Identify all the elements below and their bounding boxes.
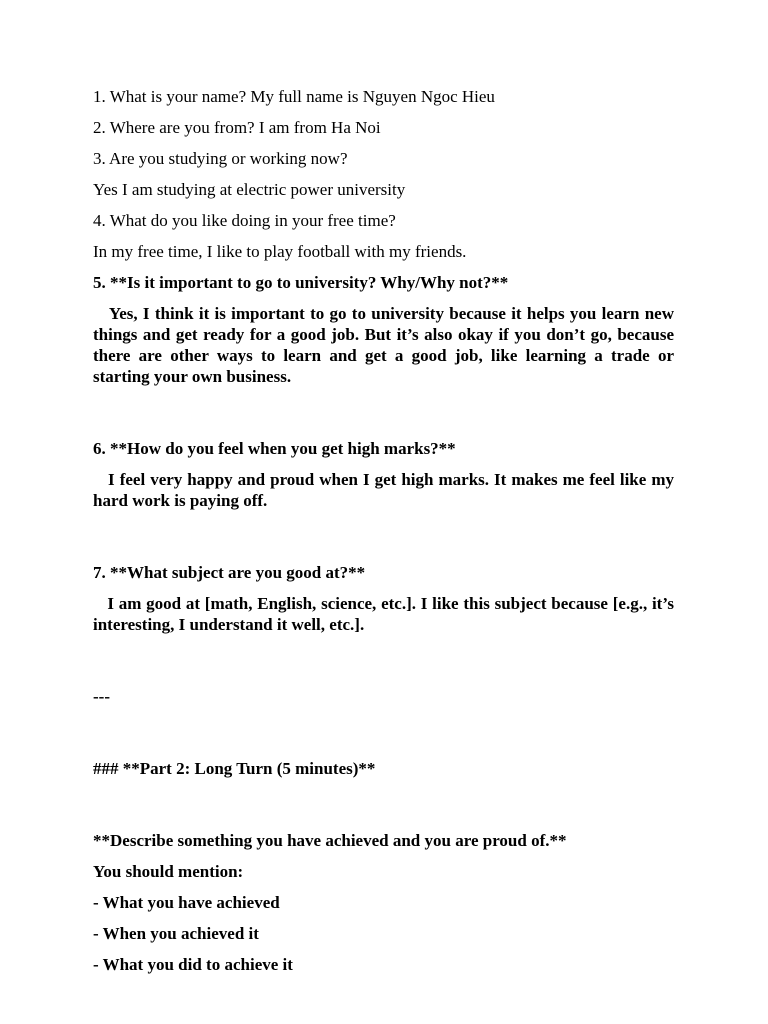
part-2-heading: ### **Part 2: Long Turn (5 minutes)**: [93, 759, 376, 778]
mention-label: You should mention:: [93, 862, 244, 881]
question-5-line: 5. **Is it important to go to university? Why/Why not?**: [93, 273, 509, 292]
document-page: [93, 86, 674, 985]
task-prompt: **Describe something you have achieved and you are proud of.**: [93, 831, 567, 850]
question-3-line: 3. Are you studying or working now?: [93, 149, 348, 168]
answer-6-paragraph: I feel very happy and proud when I get high marks. It makes me feel like my hard work is paying off.: [93, 470, 674, 510]
question-6-line: 6. **How do you feel when you get high marks?**: [93, 439, 456, 458]
answer-7-paragraph: I am good at [math, English, science, etc.]. I like this subject because [e.g., it’s interesting, I understand it well, etc.].: [93, 594, 674, 634]
question-1-line: 1. What is your name? My full name is Nguyen Ngoc Hieu: [93, 87, 495, 106]
question-2-line: 2. Where are you from? I am from Ha Noi: [93, 118, 381, 137]
question-4-line: 4. What do you like doing in your free time?: [93, 211, 396, 230]
answer-5-paragraph: Yes, I think it is important to go to university because it helps you learn new things and get ready for a good job. But it’s also okay if you don’t go, because there are other ways to learn and get a good job, like learning a trade or starting your own business.: [93, 304, 674, 386]
bullet-item-1: - What you have achieved: [93, 893, 280, 912]
separator-line: ---: [93, 687, 110, 706]
answer-3-line: Yes I am studying at electric power university: [93, 180, 406, 199]
bullet-item-3: - What you did to achieve it: [93, 955, 293, 974]
answer-4-line: In my free time, I like to play football with my friends.: [93, 242, 467, 261]
question-7-line: 7. **What subject are you good at?**: [93, 563, 366, 582]
bullet-item-2: - When you achieved it: [93, 924, 259, 943]
